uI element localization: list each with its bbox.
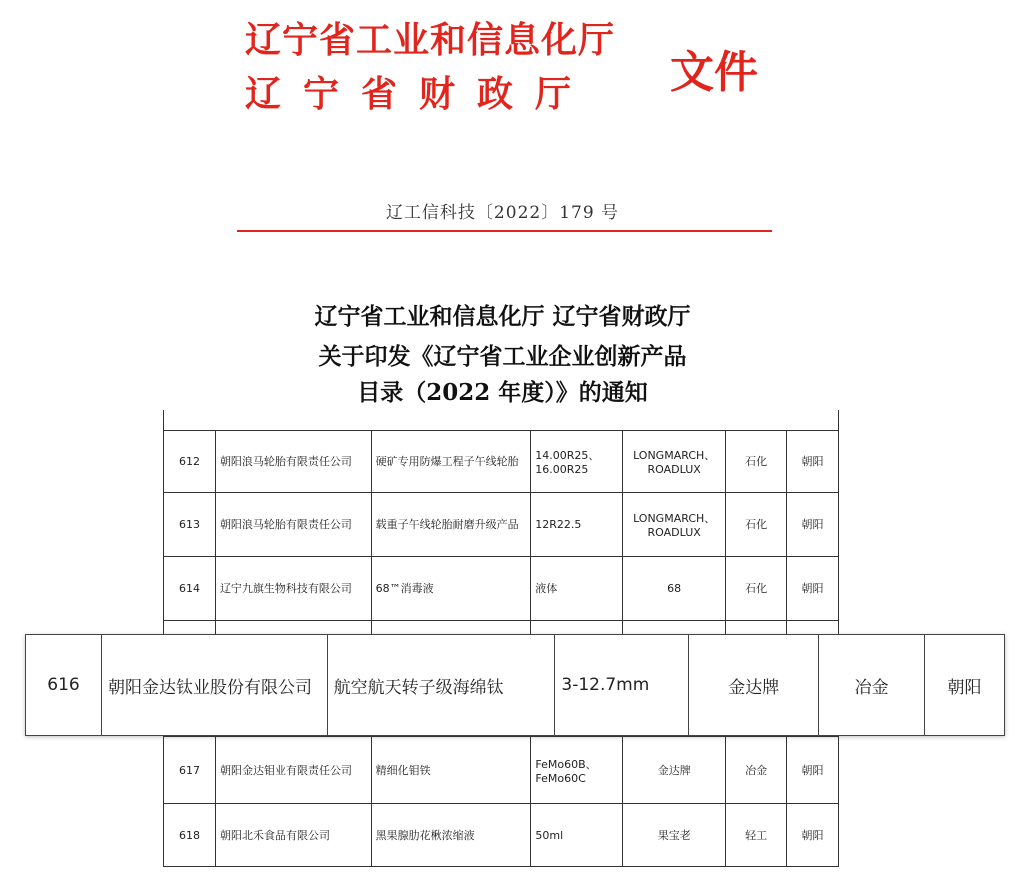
issuer-line-1: 辽宁省工业和信息化厅 [245, 20, 616, 61]
brand: 果宝老 [623, 804, 726, 867]
product-name: 68™消毒液 [371, 556, 531, 620]
highlighted-product-row [25, 634, 1005, 736]
document-type: 文件 [670, 47, 758, 98]
industry: 轻工 [726, 804, 787, 867]
product-name: 精细化钼铁 [371, 737, 531, 804]
company-name: 辽宁九旗生物科技有限公司 [215, 556, 371, 620]
red-divider [237, 230, 772, 232]
industry: 石化 [726, 430, 787, 492]
row-number: 616 [26, 635, 102, 736]
city: 朝阳 [787, 492, 839, 556]
product-spec: 12R22.5 [531, 492, 623, 556]
title-line-2: 关于印发《辽宁省工业企业创新产品 [318, 343, 687, 370]
row-number: 618 [164, 804, 216, 867]
issuer-line-2: 辽宁省财政厅 [245, 74, 594, 115]
product-spec: FeMo60B、FeMo60C [531, 737, 623, 804]
brand: 68 [623, 556, 726, 620]
city: 朝阳 [787, 556, 839, 620]
row-number: 613 [164, 492, 216, 556]
industry: 冶金 [819, 635, 925, 736]
product-name: 黑果腺肋花楸浓缩液 [371, 804, 531, 867]
product-name: 载重子午线轮胎耐磨升级产品 [371, 492, 531, 556]
table-row [164, 556, 839, 620]
table-row [164, 430, 839, 492]
document-number: 辽工信科技〔2022〕179 号 [385, 203, 620, 223]
product-name: 航空航天转子级海绵钛 [327, 635, 555, 736]
document-header [165, 0, 840, 410]
product-table-top [163, 410, 839, 651]
row-number: 614 [164, 556, 216, 620]
brand: LONGMARCH、ROADLUX [623, 492, 726, 556]
product-name: 硬矿专用防爆工程子午线轮胎 [371, 430, 531, 492]
industry: 冶金 [726, 737, 787, 804]
product-spec: 50ml [531, 804, 623, 867]
industry: 石化 [726, 492, 787, 556]
product-spec: 14.00R25、16.00R25 [531, 430, 623, 492]
city: 朝阳 [787, 804, 839, 867]
brand: 金达牌 [689, 635, 819, 736]
industry: 石化 [726, 556, 787, 620]
table-row [164, 737, 839, 804]
brand: 金达牌 [623, 737, 726, 804]
company-name: 朝阳浪马轮胎有限责任公司 [215, 430, 371, 492]
company-name: 朝阳金达钛业股份有限公司 [101, 635, 327, 736]
brand: LONGMARCH、ROADLUX [623, 430, 726, 492]
title-line-1: 辽宁省工业和信息化厅 辽宁省财政厅 [314, 303, 691, 330]
row-number: 612 [164, 430, 216, 492]
product-spec: 3-12.7mm [555, 635, 689, 736]
product-table-bottom [163, 736, 839, 867]
table-row [164, 492, 839, 556]
city: 朝阳 [787, 737, 839, 804]
row-number: 617 [164, 737, 216, 804]
company-name: 朝阳浪马轮胎有限责任公司 [215, 492, 371, 556]
table-row [26, 635, 1005, 736]
city: 朝阳 [925, 635, 1005, 736]
table-row [164, 804, 839, 867]
company-name: 朝阳北禾食品有限公司 [215, 804, 371, 867]
city: 朝阳 [787, 430, 839, 492]
title-line-3: 目录（2022 年度）》的通知 [357, 379, 648, 406]
company-name: 朝阳金达钼业有限责任公司 [215, 737, 371, 804]
product-spec: 液体 [531, 556, 623, 620]
